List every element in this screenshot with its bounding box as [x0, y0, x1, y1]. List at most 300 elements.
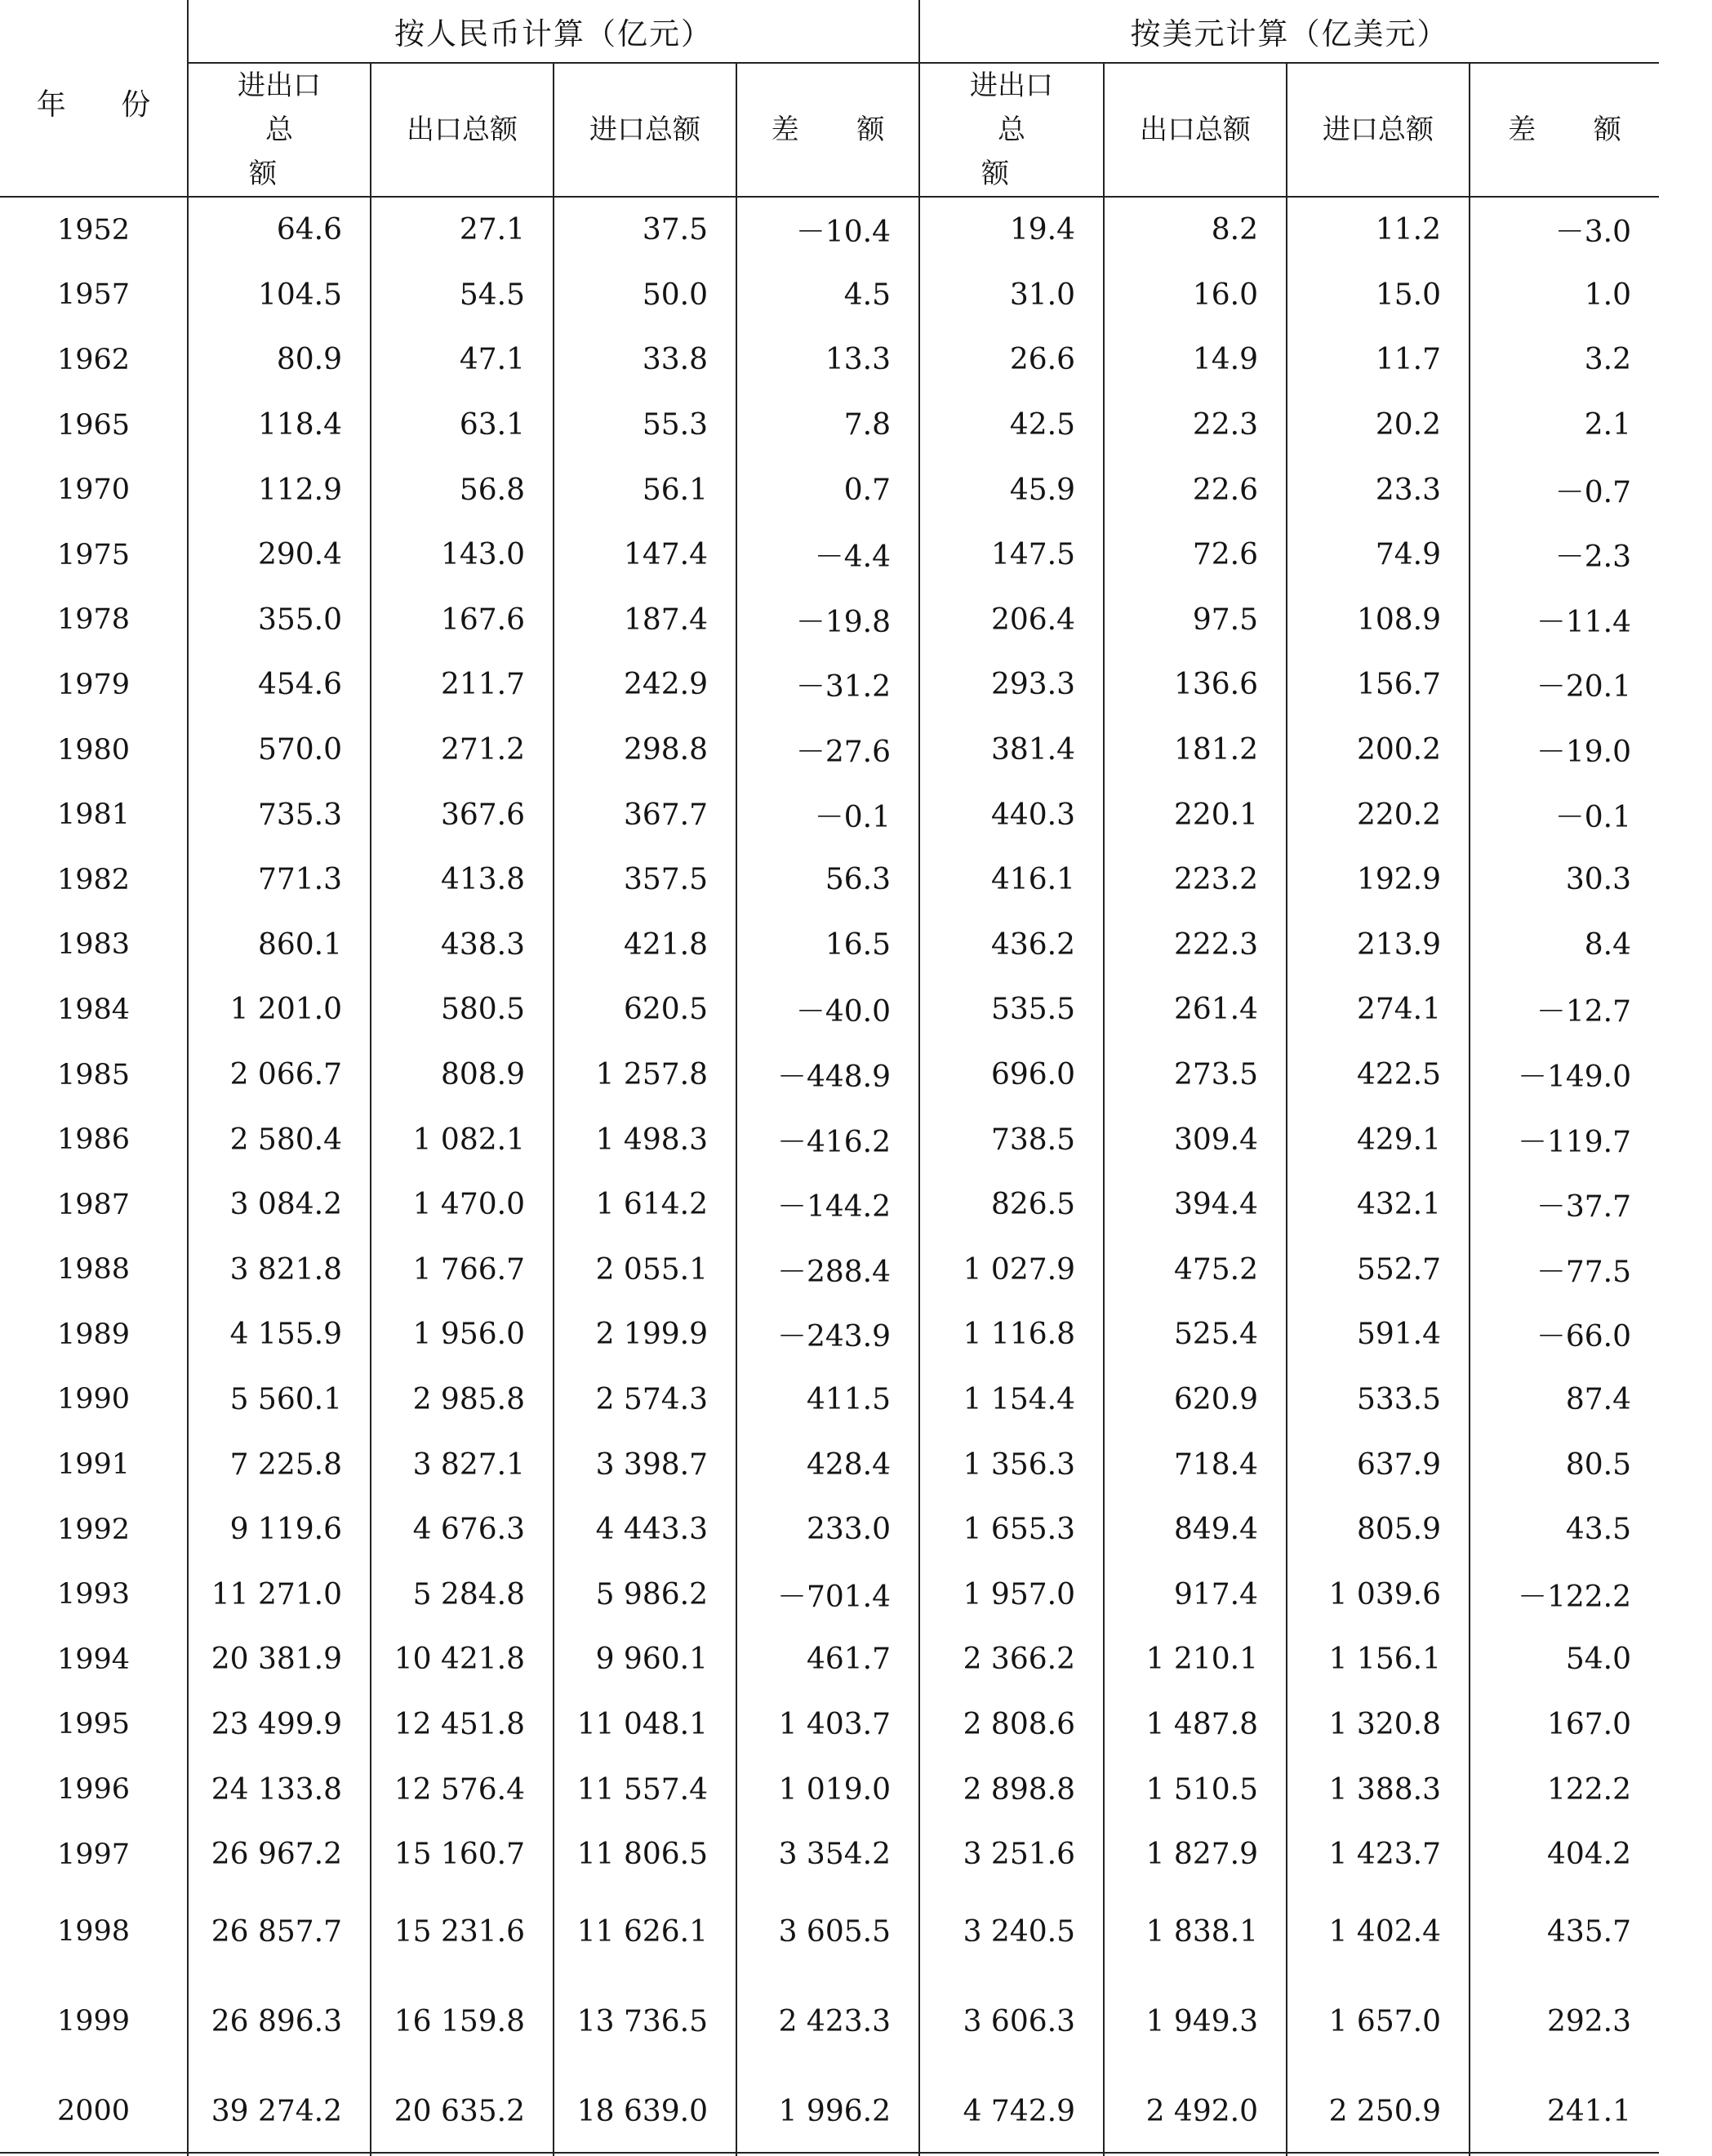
year-cell: 1957 — [0, 263, 188, 328]
usd-imports-cell: 11.2 — [1287, 197, 1470, 263]
usd-balance-cell: 1.0 — [1584, 278, 1631, 312]
usd-total-cell: 436.2 — [919, 913, 1104, 978]
usd-exports-cell: 8.2 — [1104, 197, 1287, 263]
rmb-exports-header: 出口总额 — [371, 63, 554, 197]
rmb-imports-cell: 298.8 — [554, 718, 736, 783]
year-cell: 1991 — [0, 1432, 188, 1497]
usd-total-header-line1: 进出口 — [970, 69, 1053, 102]
rmb-total-cell: 26 967.2 — [188, 1822, 371, 1887]
rmb-total-cell: 26 896.3 — [188, 1976, 371, 2066]
year-cell: 1995 — [0, 1692, 188, 1758]
year-cell: 1979 — [0, 652, 188, 718]
usd-balance-cell: －11.4 — [1536, 605, 1631, 639]
table-row — [0, 913, 1659, 978]
usd-balance-cell: －149.0 — [1517, 1060, 1631, 1095]
usd-total-cell: 2 366.2 — [919, 1627, 1104, 1692]
usd-exports-cell: 394.4 — [1104, 1172, 1287, 1238]
table-row — [0, 1822, 1659, 1887]
usd-total-cell: 1 356.3 — [919, 1432, 1104, 1497]
usd-exports-cell: 620.9 — [1104, 1367, 1287, 1433]
usd-imports-cell: 1 423.7 — [1287, 1822, 1470, 1887]
usd-total-cell: 19.4 — [919, 197, 1104, 263]
table-row — [0, 263, 1659, 328]
rmb-balance-cell: 4.5 — [736, 263, 919, 328]
table-row — [0, 1172, 1659, 1238]
table-row — [0, 1497, 1659, 1563]
year-cell: 1997 — [0, 1822, 188, 1887]
usd-balance-cell: 80.5 — [1565, 1447, 1631, 1482]
rmb-total-cell: 9 119.6 — [188, 1497, 371, 1563]
rmb-total-cell: 454.6 — [188, 652, 371, 718]
rmb-balance-cell: －416.2 — [736, 1107, 919, 1172]
usd-total-cell: 1 116.8 — [919, 1302, 1104, 1367]
rmb-total-cell: 5 560.1 — [188, 1367, 371, 1433]
usd-total-cell: 2 808.6 — [919, 1692, 1104, 1758]
usd-exports-cell: 97.5 — [1104, 588, 1287, 653]
usd-balance-cell: －119.7 — [1517, 1125, 1631, 1159]
table-row — [0, 977, 1659, 1042]
usd-balance-cell: 167.0 — [1546, 1707, 1631, 1741]
usd-total-cell: 147.5 — [919, 522, 1104, 588]
rmb-total-cell: 64.6 — [188, 197, 371, 263]
table-row — [0, 1238, 1659, 1303]
usd-imports-cell: 533.5 — [1287, 1367, 1470, 1433]
table-row — [0, 782, 1659, 847]
usd-exports-cell: 22.6 — [1104, 457, 1287, 522]
usd-imports-cell: 1 402.4 — [1287, 1887, 1470, 1976]
usd-total-cell: 293.3 — [919, 652, 1104, 718]
rmb-exports-cell: 1 470.0 — [371, 1172, 554, 1238]
table-row — [0, 1627, 1659, 1692]
usd-exports-cell: 273.5 — [1104, 1042, 1287, 1108]
rmb-exports-cell: 15 160.7 — [371, 1822, 554, 1887]
usd-imports-cell: 805.9 — [1287, 1497, 1470, 1563]
year-cell: 1962 — [0, 327, 188, 393]
year-cell: 1992 — [0, 1497, 188, 1563]
usd-total-cell: 45.9 — [919, 457, 1104, 522]
rmb-total-cell: 39 274.2 — [188, 2066, 371, 2156]
usd-imports-cell: 422.5 — [1287, 1042, 1470, 1108]
rmb-exports-cell: 271.2 — [371, 718, 554, 783]
rmb-total-cell: 3 084.2 — [188, 1172, 371, 1238]
rmb-imports-cell: 33.8 — [554, 327, 736, 393]
usd-exports-cell: 223.2 — [1104, 847, 1287, 913]
rmb-total-cell: 20 381.9 — [188, 1627, 371, 1692]
rmb-balance-cell: －243.9 — [736, 1302, 919, 1367]
usd-total-cell: 3 606.3 — [919, 1976, 1104, 2066]
usd-total-cell: 381.4 — [919, 718, 1104, 783]
usd-imports-cell: 637.9 — [1287, 1432, 1470, 1497]
rmb-balance-cell: 233.0 — [736, 1497, 919, 1563]
rmb-imports-cell: 1 614.2 — [554, 1172, 736, 1238]
usd-balance-cell: －77.5 — [1536, 1255, 1631, 1289]
usd-imports-cell: 1 156.1 — [1287, 1627, 1470, 1692]
usd-exports-cell: 1 487.8 — [1104, 1692, 1287, 1758]
usd-imports-cell: 591.4 — [1287, 1302, 1470, 1367]
usd-total-cell: 26.6 — [919, 327, 1104, 393]
year-cell: 1952 — [0, 197, 188, 263]
usd-total-cell: 416.1 — [919, 847, 1104, 913]
rmb-balance-cell: 7.8 — [736, 393, 919, 458]
rmb-imports-cell: 5 986.2 — [554, 1562, 736, 1627]
usd-imports-cell: 11.7 — [1287, 327, 1470, 393]
usd-balance-cell: 122.2 — [1546, 1772, 1631, 1807]
rmb-balance-cell: 1 019.0 — [736, 1757, 919, 1822]
rmb-balance-cell: 0.7 — [736, 457, 919, 522]
usd-balance-cell: 3.2 — [1584, 343, 1631, 377]
rmb-imports-cell: 11 048.1 — [554, 1692, 736, 1758]
usd-balance-cell: 2.1 — [1584, 408, 1631, 442]
rmb-imports-cell: 50.0 — [554, 263, 736, 328]
rmb-balance-cell: －10.4 — [736, 197, 919, 263]
usd-total-header — [919, 63, 1104, 197]
table-row — [0, 2066, 1659, 2156]
rmb-balance-cell: －144.2 — [736, 1172, 919, 1238]
rmb-exports-cell: 16 159.8 — [371, 1976, 554, 2066]
rmb-balance-cell: 16.5 — [736, 913, 919, 978]
usd-exports-cell: 220.1 — [1104, 782, 1287, 847]
usd-total-cell: 206.4 — [919, 588, 1104, 653]
rmb-exports-cell: 12 451.8 — [371, 1692, 554, 1758]
table-row — [0, 1887, 1659, 1976]
rmb-imports-cell: 620.5 — [554, 977, 736, 1042]
rmb-exports-cell: 143.0 — [371, 522, 554, 588]
rmb-imports-cell: 11 806.5 — [554, 1822, 736, 1887]
usd-balance-cell: －0.7 — [1554, 475, 1631, 509]
year-cell: 1984 — [0, 977, 188, 1042]
usd-exports-cell: 16.0 — [1104, 263, 1287, 328]
usd-balance-cell: 8.4 — [1584, 927, 1631, 962]
rmb-exports-cell: 20 635.2 — [371, 2066, 554, 2156]
year-cell: 1994 — [0, 1627, 188, 1692]
usd-balance-cell: －19.0 — [1536, 736, 1631, 770]
usd-exports-cell: 222.3 — [1104, 913, 1287, 978]
usd-balance-cell: 87.4 — [1565, 1382, 1631, 1416]
usd-balance-cell: －3.0 — [1554, 216, 1631, 250]
table-row — [0, 1042, 1659, 1108]
table-row — [0, 393, 1659, 458]
rmb-total-header — [188, 63, 371, 197]
usd-exports-cell: 1 510.5 — [1104, 1757, 1287, 1822]
usd-exports-cell: 525.4 — [1104, 1302, 1287, 1367]
rmb-total-cell: 80.9 — [188, 327, 371, 393]
rmb-total-cell: 860.1 — [188, 913, 371, 978]
rmb-total-cell: 290.4 — [188, 522, 371, 588]
rmb-exports-cell: 1 082.1 — [371, 1107, 554, 1172]
rmb-exports-cell: 12 576.4 — [371, 1757, 554, 1822]
year-cell: 1989 — [0, 1302, 188, 1367]
rmb-balance-cell: 461.7 — [736, 1627, 919, 1692]
usd-total-cell: 738.5 — [919, 1107, 1104, 1172]
usd-exports-cell: 22.3 — [1104, 393, 1287, 458]
usd-exports-cell: 136.6 — [1104, 652, 1287, 718]
usd-exports-cell: 72.6 — [1104, 522, 1287, 588]
rmb-imports-cell: 421.8 — [554, 913, 736, 978]
rmb-imports-cell: 18 639.0 — [554, 2066, 736, 2156]
rmb-balance-cell: －4.4 — [736, 522, 919, 588]
usd-imports-cell: 432.1 — [1287, 1172, 1470, 1238]
rmb-imports-cell: 9 960.1 — [554, 1627, 736, 1692]
rmb-exports-cell: 1 766.7 — [371, 1238, 554, 1303]
rmb-balance-cell: －0.1 — [736, 782, 919, 847]
rmb-imports-cell: 4 443.3 — [554, 1497, 736, 1563]
rmb-exports-cell: 367.6 — [371, 782, 554, 847]
rmb-balance-cell: －40.0 — [736, 977, 919, 1042]
rmb-imports-cell: 367.7 — [554, 782, 736, 847]
table-row — [0, 457, 1659, 522]
usd-balance-cell: －12.7 — [1536, 995, 1631, 1029]
usd-imports-cell: 1 039.6 — [1287, 1562, 1470, 1627]
header-columns-row — [0, 63, 1659, 197]
usd-imports-cell: 429.1 — [1287, 1107, 1470, 1172]
usd-total-cell: 1 154.4 — [919, 1367, 1104, 1433]
usd-balance-cell: －20.1 — [1536, 670, 1631, 705]
year-cell: 1975 — [0, 522, 188, 588]
year-cell: 1998 — [0, 1887, 188, 1976]
rmb-balance-cell: 3 605.5 — [736, 1887, 919, 1976]
year-cell: 1986 — [0, 1107, 188, 1172]
usd-imports-cell: 2 250.9 — [1287, 2066, 1470, 2156]
rmb-total-cell: 11 271.0 — [188, 1562, 371, 1627]
usd-imports-cell: 274.1 — [1287, 977, 1470, 1042]
rmb-exports-cell: 15 231.6 — [371, 1887, 554, 1976]
rmb-balance-cell: 411.5 — [736, 1367, 919, 1433]
rmb-total-header-line1: 进出口 — [238, 69, 321, 102]
usd-exports-cell: 309.4 — [1104, 1107, 1287, 1172]
table-row — [0, 1692, 1659, 1758]
usd-balance-cell: 292.3 — [1546, 2004, 1631, 2038]
usd-balance-cell: 43.5 — [1565, 1513, 1631, 1547]
usd-exports-cell: 14.9 — [1104, 327, 1287, 393]
rmb-group-header: 按人民币计算（亿元） — [188, 0, 919, 63]
usd-total-cell: 1 655.3 — [919, 1497, 1104, 1563]
rmb-imports-cell: 13 736.5 — [554, 1976, 736, 2066]
usd-imports-cell: 20.2 — [1287, 393, 1470, 458]
usd-imports-cell: 1 320.8 — [1287, 1692, 1470, 1758]
rmb-balance-header: 差 额 — [736, 63, 919, 197]
rmb-exports-cell: 10 421.8 — [371, 1627, 554, 1692]
usd-total-cell: 535.5 — [919, 977, 1104, 1042]
rmb-total-cell: 112.9 — [188, 457, 371, 522]
rmb-imports-cell: 1 257.8 — [554, 1042, 736, 1108]
usd-exports-cell: 1 210.1 — [1104, 1627, 1287, 1692]
table-row — [0, 1976, 1659, 2066]
table-row — [0, 652, 1659, 718]
rmb-total-cell: 735.3 — [188, 782, 371, 847]
rmb-imports-cell: 187.4 — [554, 588, 736, 653]
table-row — [0, 1367, 1659, 1433]
usd-balance-cell: 30.3 — [1565, 863, 1631, 897]
usd-exports-cell: 849.4 — [1104, 1497, 1287, 1563]
usd-total-cell: 826.5 — [919, 1172, 1104, 1238]
usd-imports-cell: 74.9 — [1287, 522, 1470, 588]
rmb-total-cell: 7 225.8 — [188, 1432, 371, 1497]
rmb-imports-cell: 2 199.9 — [554, 1302, 736, 1367]
usd-imports-cell: 23.3 — [1287, 457, 1470, 522]
usd-imports-header: 进口总额 — [1287, 63, 1470, 197]
usd-imports-cell: 220.2 — [1287, 782, 1470, 847]
rmb-exports-cell: 438.3 — [371, 913, 554, 978]
rmb-total-cell: 355.0 — [188, 588, 371, 653]
year-cell: 1981 — [0, 782, 188, 847]
rmb-balance-cell: －31.2 — [736, 652, 919, 718]
rmb-exports-cell: 27.1 — [371, 197, 554, 263]
usd-total-cell: 4 742.9 — [919, 2066, 1104, 2156]
usd-exports-header: 出口总额 — [1104, 63, 1287, 197]
usd-imports-cell: 213.9 — [1287, 913, 1470, 978]
usd-group-header: 按美元计算（亿美元） — [919, 0, 1659, 63]
usd-balance-header: 差 额 — [1470, 63, 1659, 197]
table-row — [0, 1302, 1659, 1367]
table-row — [0, 1432, 1659, 1497]
rmb-imports-cell: 11 626.1 — [554, 1887, 736, 1976]
year-cell: 1983 — [0, 913, 188, 978]
year-cell: 1980 — [0, 718, 188, 783]
rmb-imports-cell: 147.4 — [554, 522, 736, 588]
rmb-balance-cell: 1 403.7 — [736, 1692, 919, 1758]
rmb-total-header-line2: 总 额 — [249, 113, 326, 190]
usd-exports-cell: 718.4 — [1104, 1432, 1287, 1497]
rmb-balance-cell: －701.4 — [736, 1562, 919, 1627]
rmb-balance-cell: －27.6 — [736, 718, 919, 783]
rmb-imports-cell: 357.5 — [554, 847, 736, 913]
usd-balance-cell: －2.3 — [1554, 540, 1631, 575]
rmb-exports-cell: 5 284.8 — [371, 1562, 554, 1627]
usd-imports-cell: 1 388.3 — [1287, 1757, 1470, 1822]
rmb-exports-cell: 1 956.0 — [371, 1302, 554, 1367]
table-row — [0, 197, 1659, 263]
rmb-exports-cell: 56.8 — [371, 457, 554, 522]
usd-balance-cell: 435.7 — [1546, 1914, 1631, 1949]
year-cell: 1978 — [0, 588, 188, 653]
table-row — [0, 522, 1659, 588]
rmb-total-cell: 23 499.9 — [188, 1692, 371, 1758]
rmb-exports-cell: 47.1 — [371, 327, 554, 393]
usd-total-cell: 696.0 — [919, 1042, 1104, 1108]
rmb-balance-cell: －19.8 — [736, 588, 919, 653]
year-cell: 1987 — [0, 1172, 188, 1238]
rmb-imports-cell: 2 055.1 — [554, 1238, 736, 1303]
rmb-imports-cell: 242.9 — [554, 652, 736, 718]
year-cell: 1982 — [0, 847, 188, 913]
table-row — [0, 847, 1659, 913]
year-cell: 1985 — [0, 1042, 188, 1108]
rmb-balance-cell: 56.3 — [736, 847, 919, 913]
rmb-total-cell: 4 155.9 — [188, 1302, 371, 1367]
rmb-balance-cell: 3 354.2 — [736, 1822, 919, 1887]
rmb-exports-cell: 211.7 — [371, 652, 554, 718]
usd-balance-cell: －37.7 — [1536, 1190, 1631, 1225]
rmb-exports-cell: 413.8 — [371, 847, 554, 913]
usd-total-cell: 42.5 — [919, 393, 1104, 458]
usd-balance-cell: 404.2 — [1546, 1838, 1631, 1872]
rmb-exports-cell: 167.6 — [371, 588, 554, 653]
usd-imports-cell: 15.0 — [1287, 263, 1470, 328]
rmb-imports-cell: 37.5 — [554, 197, 736, 263]
rmb-exports-cell: 580.5 — [371, 977, 554, 1042]
rmb-balance-cell: －288.4 — [736, 1238, 919, 1303]
rmb-total-cell: 2 580.4 — [188, 1107, 371, 1172]
year-cell: 2000 — [0, 2066, 188, 2156]
usd-exports-cell: 475.2 — [1104, 1238, 1287, 1303]
rmb-balance-cell: 428.4 — [736, 1432, 919, 1497]
rmb-total-cell: 104.5 — [188, 263, 371, 328]
table-row — [0, 718, 1659, 783]
usd-imports-cell: 156.7 — [1287, 652, 1470, 718]
rmb-total-cell: 570.0 — [188, 718, 371, 783]
rmb-balance-cell: 2 423.3 — [736, 1976, 919, 2066]
usd-total-cell: 31.0 — [919, 263, 1104, 328]
usd-exports-cell: 261.4 — [1104, 977, 1287, 1042]
rmb-imports-cell: 1 498.3 — [554, 1107, 736, 1172]
year-cell: 1988 — [0, 1238, 188, 1303]
rmb-exports-cell: 2 985.8 — [371, 1367, 554, 1433]
usd-balance-cell: －0.1 — [1554, 800, 1631, 834]
usd-exports-cell: 1 827.9 — [1104, 1822, 1287, 1887]
rmb-balance-cell: 1 996.2 — [736, 2066, 919, 2156]
usd-imports-cell: 200.2 — [1287, 718, 1470, 783]
usd-total-header-line2: 总 额 — [981, 113, 1058, 190]
usd-imports-cell: 108.9 — [1287, 588, 1470, 653]
table-row — [0, 1562, 1659, 1627]
rmb-total-cell: 24 133.8 — [188, 1757, 371, 1822]
rmb-total-cell: 1 201.0 — [188, 977, 371, 1042]
table-row — [0, 1757, 1659, 1822]
year-cell: 1996 — [0, 1757, 188, 1822]
usd-total-cell: 3 251.6 — [919, 1822, 1104, 1887]
rmb-total-cell: 771.3 — [188, 847, 371, 913]
usd-exports-cell: 1 838.1 — [1104, 1887, 1287, 1976]
usd-balance-cell: 54.0 — [1565, 1643, 1631, 1677]
rmb-imports-cell: 3 398.7 — [554, 1432, 736, 1497]
usd-exports-cell: 181.2 — [1104, 718, 1287, 783]
usd-total-cell: 2 898.8 — [919, 1757, 1104, 1822]
year-cell: 1990 — [0, 1367, 188, 1433]
rmb-total-cell: 26 857.7 — [188, 1887, 371, 1976]
usd-balance-cell: 241.1 — [1546, 2094, 1631, 2128]
usd-total-cell: 3 240.5 — [919, 1887, 1104, 1976]
year-cell: 1965 — [0, 393, 188, 458]
rmb-balance-cell: －448.9 — [736, 1042, 919, 1108]
usd-exports-cell: 917.4 — [1104, 1562, 1287, 1627]
usd-total-cell: 440.3 — [919, 782, 1104, 847]
year-cell: 1993 — [0, 1562, 188, 1627]
rmb-total-cell: 3 821.8 — [188, 1238, 371, 1303]
usd-imports-cell: 1 657.0 — [1287, 1976, 1470, 2066]
rmb-imports-cell: 11 557.4 — [554, 1757, 736, 1822]
usd-balance-cell: －122.2 — [1517, 1580, 1631, 1614]
table-row — [0, 327, 1659, 393]
year-cell: 1970 — [0, 457, 188, 522]
rmb-exports-cell: 4 676.3 — [371, 1497, 554, 1563]
rmb-total-cell: 118.4 — [188, 393, 371, 458]
table-row — [0, 1107, 1659, 1172]
usd-imports-cell: 552.7 — [1287, 1238, 1470, 1303]
usd-exports-cell: 1 949.3 — [1104, 1976, 1287, 2066]
rmb-imports-cell: 55.3 — [554, 393, 736, 458]
usd-imports-cell: 192.9 — [1287, 847, 1470, 913]
rmb-balance-cell: 13.3 — [736, 327, 919, 393]
table-row — [0, 588, 1659, 653]
usd-balance-cell: －66.0 — [1536, 1320, 1631, 1354]
year-column-header: 年 份 — [0, 0, 188, 197]
rmb-total-cell: 2 066.7 — [188, 1042, 371, 1108]
rmb-imports-cell: 2 574.3 — [554, 1367, 736, 1433]
usd-total-cell: 1 027.9 — [919, 1238, 1104, 1303]
header-group-row — [0, 0, 1659, 63]
rmb-exports-cell: 54.5 — [371, 263, 554, 328]
rmb-exports-cell: 3 827.1 — [371, 1432, 554, 1497]
